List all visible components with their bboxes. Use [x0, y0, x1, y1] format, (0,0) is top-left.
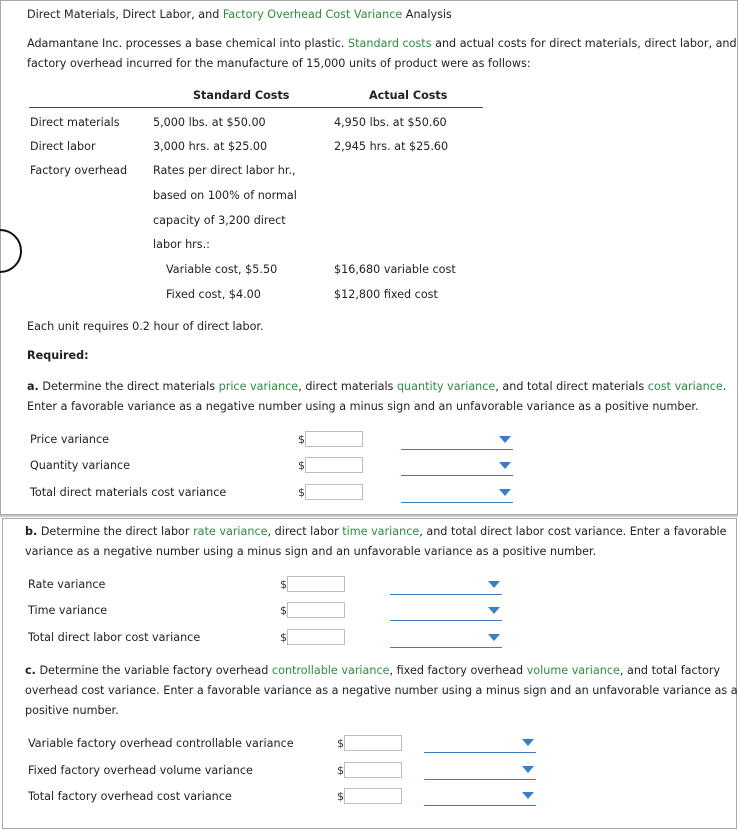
- row-label-factory-overhead: Factory overhead: [30, 164, 128, 177]
- dollar-sign: $: [298, 459, 305, 472]
- quantity-variance-input[interactable]: [305, 457, 363, 473]
- time-variance-link[interactable]: time variance: [342, 525, 420, 538]
- controllable-variance-link[interactable]: controllable variance: [271, 664, 390, 677]
- part-a-instructions-line-2: Enter a favorable variance as a negative number using a minus sign and an unfavorable variance as a positive number.: [27, 400, 699, 413]
- part-b-instructions-line-1: b. Determine the direct labor rate variance, direct labor time variance, and total direct labor cost variance. Enter a favorable: [25, 525, 727, 538]
- volume-variance-input[interactable]: [344, 762, 402, 778]
- part-c-instructions-line-1: c. Determine the variable factory overhead controllable variance, fixed factory overhead volume variance, and total factory: [25, 664, 721, 677]
- part-a-instructions-line-1: a. Determine the direct materials price variance, direct materials quantity variance, and total direct materials cost variance.: [27, 380, 727, 393]
- total-dl-variance-label: Total direct labor cost variance: [28, 631, 201, 644]
- dollar-sign: $: [280, 631, 287, 644]
- price-variance-label: Price variance: [30, 433, 110, 446]
- fixed-cost-standard: Fixed cost, $4.00: [166, 288, 261, 301]
- time-variance-fu-select[interactable]: [390, 602, 502, 621]
- chevron-down-icon: [522, 766, 534, 773]
- total-dm-variance-fu-select[interactable]: [401, 484, 513, 503]
- fo-standard-line-3: capacity of 3,200 direct: [153, 214, 286, 227]
- dl-standard: 3,000 hrs. at $25.00: [153, 140, 268, 153]
- time-variance-label: Time variance: [28, 604, 108, 617]
- panel-separator: [0, 515, 738, 517]
- total-fo-variance-label: Total factory overhead cost variance: [28, 790, 232, 803]
- rate-variance-label: Rate variance: [28, 578, 106, 591]
- chevron-down-icon: [488, 581, 500, 588]
- intro-line-2: factory overhead incurred for the manufacture of 15,000 units of product were as follows:: [27, 57, 531, 70]
- unit-note: Each unit requires 0.2 hour of direct labor.: [27, 320, 264, 333]
- required-heading: Required:: [27, 349, 89, 362]
- quantity-variance-link[interactable]: quantity variance: [396, 380, 496, 393]
- controllable-variance-label: Variable factory overhead controllable variance: [28, 737, 294, 750]
- dm-standard: 5,000 lbs. at $50.00: [153, 116, 266, 129]
- dollar-sign: $: [280, 578, 287, 591]
- header-actual-costs: Actual Costs: [369, 89, 448, 102]
- chevron-down-icon: [522, 792, 534, 799]
- title-link[interactable]: Factory Overhead Cost Variance: [222, 8, 403, 21]
- volume-variance-link[interactable]: volume variance: [526, 664, 620, 677]
- part-c-instructions-line-3: positive number.: [25, 704, 119, 717]
- part-b-instructions-line-2: variance as a negative number using a minus sign and an unfavorable variance as a positive number.: [25, 545, 597, 558]
- dollar-sign: $: [337, 764, 344, 777]
- dollar-sign: $: [337, 790, 344, 803]
- dl-actual: 2,945 hrs. at $25.60: [334, 140, 449, 153]
- row-label-direct-materials: Direct materials: [30, 116, 120, 129]
- price-variance-link[interactable]: price variance: [218, 380, 299, 393]
- fo-standard-line-4: labor hrs.:: [153, 238, 210, 251]
- page-title: Direct Materials, Direct Labor, and Factory Overhead Cost Variance Analysis: [27, 8, 452, 21]
- volume-variance-fu-select[interactable]: [424, 761, 536, 780]
- price-variance-input[interactable]: [305, 431, 363, 447]
- fo-standard-line-1: Rates per direct labor hr.,: [153, 164, 296, 177]
- volume-variance-label: Fixed factory overhead volume variance: [28, 764, 253, 777]
- rate-variance-fu-select[interactable]: [390, 576, 502, 595]
- part-c-instructions-line-2: overhead cost variance. Enter a favorable variance as a negative number using a minus sign and an unfavorable variance as a: [25, 684, 738, 697]
- chevron-down-icon: [499, 462, 511, 469]
- fo-standard-line-2: based on 100% of normal: [153, 189, 297, 202]
- chevron-down-icon: [488, 607, 500, 614]
- price-variance-fu-select[interactable]: [401, 431, 513, 450]
- chevron-down-icon: [499, 489, 511, 496]
- controllable-variance-fu-select[interactable]: [424, 734, 536, 753]
- intro-line-1: Adamantane Inc. processes a base chemical into plastic. Standard costs and actual costs for direct materials, direct labor, and: [27, 37, 737, 50]
- variable-cost-standard: Variable cost, $5.50: [166, 263, 278, 276]
- dollar-sign: $: [298, 486, 305, 499]
- header-standard-costs: Standard Costs: [193, 89, 290, 102]
- variable-cost-actual: $16,680 variable cost: [334, 263, 456, 276]
- table-header-rule: [29, 107, 483, 108]
- dollar-sign: $: [337, 737, 344, 750]
- chevron-down-icon: [499, 436, 511, 443]
- total-dl-variance-input[interactable]: [287, 629, 345, 645]
- standard-costs-link[interactable]: Standard costs: [348, 37, 432, 50]
- chevron-down-icon: [522, 739, 534, 746]
- total-dm-variance-label: Total direct materials cost variance: [30, 486, 227, 499]
- quantity-variance-label: Quantity variance: [30, 459, 131, 472]
- fixed-cost-actual: $12,800 fixed cost: [334, 288, 438, 301]
- total-fo-variance-input[interactable]: [344, 788, 402, 804]
- total-dl-variance-fu-select[interactable]: [390, 629, 502, 648]
- cost-variance-link[interactable]: cost variance: [647, 380, 723, 393]
- rate-variance-input[interactable]: [287, 576, 345, 592]
- total-fo-variance-fu-select[interactable]: [424, 787, 536, 806]
- dollar-sign: $: [298, 433, 305, 446]
- time-variance-input[interactable]: [287, 602, 345, 618]
- quantity-variance-fu-select[interactable]: [401, 457, 513, 476]
- dollar-sign: $: [280, 604, 287, 617]
- controllable-variance-input[interactable]: [344, 735, 402, 751]
- row-label-direct-labor: Direct labor: [30, 140, 96, 153]
- total-dm-variance-input[interactable]: [305, 484, 363, 500]
- dm-actual: 4,950 lbs. at $50.60: [334, 116, 447, 129]
- rate-variance-link[interactable]: rate variance: [193, 525, 268, 538]
- chevron-down-icon: [488, 634, 500, 641]
